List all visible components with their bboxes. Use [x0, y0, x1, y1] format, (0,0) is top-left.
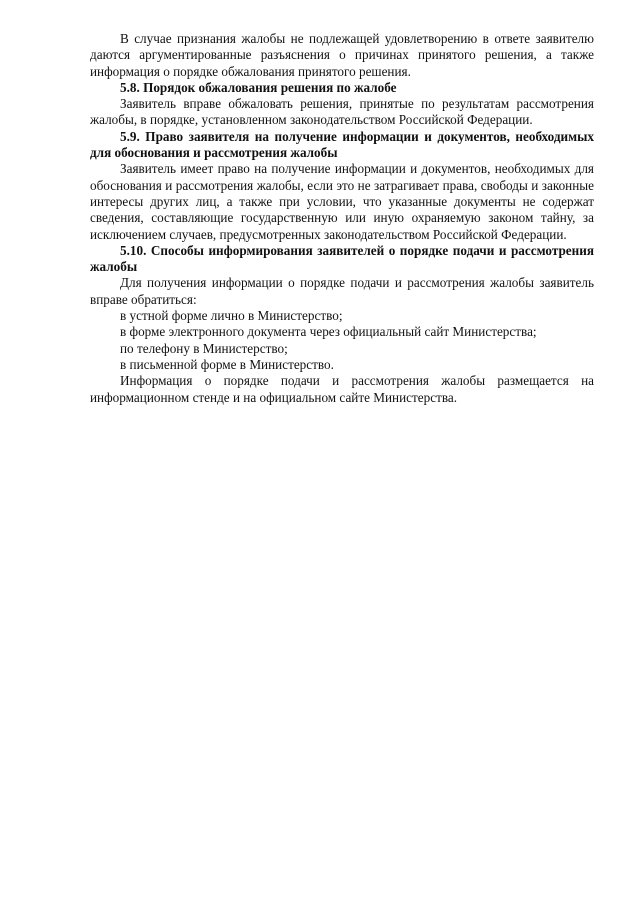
heading-5-10: 5.10. Способы информирования заявителей о порядке подачи и рассмотрения жалобы [90, 242, 594, 275]
paragraph-information-right: Заявитель имеет право на получение информации и документов, необходимых для обоснования и рассмотрения жалобы, если это не затрагивает права, свободы и законные интересы других лиц, а также при условии, что указанные документы не содержат сведения, составляющие государственную или иную охраняемую законом тайну, за исключением случаев, предусмотренных законодательством Российской Федерации. [90, 161, 594, 242]
list-item-written: в письменной форме в Министерство. [120, 356, 334, 372]
paragraph-inquiry-methods: Для получения информации о порядке подачи и рассмотрения жалобы заявитель вправе обратиться: [90, 275, 594, 307]
list-item-phone: по телефону в Министерство; [120, 340, 288, 356]
document-page [90, 31, 594, 406]
list-item-oral: в устной форме лично в Министерство; [120, 308, 343, 324]
heading-5-8: 5.8. Порядок обжалования решения по жалобе [120, 79, 397, 95]
paragraph-appeal-right: Заявитель вправе обжаловать решения, принятые по результатам рассмотрения жалобы, в порядке, установленном законодательством Российской Федерации. [90, 96, 594, 128]
paragraph-information-placement: Информация о порядке подачи и рассмотрения жалобы размещается на информационном стенде и на официальном сайте Министерства. [90, 373, 594, 405]
heading-5-9: 5.9. Право заявителя на получение информации и документов, необходимых для обоснования и рассмотрения жалобы [90, 128, 594, 161]
list-item-electronic: в форме электронного документа через официальный сайт Министерства; [120, 324, 537, 340]
paragraph-refusal-explanation: В случае признания жалобы не подлежащей удовлетворению в ответе заявителю даются аргументированные разъяснения о причинах принятого решения, а также информация о порядке обжалования принятого решения. [90, 31, 594, 79]
